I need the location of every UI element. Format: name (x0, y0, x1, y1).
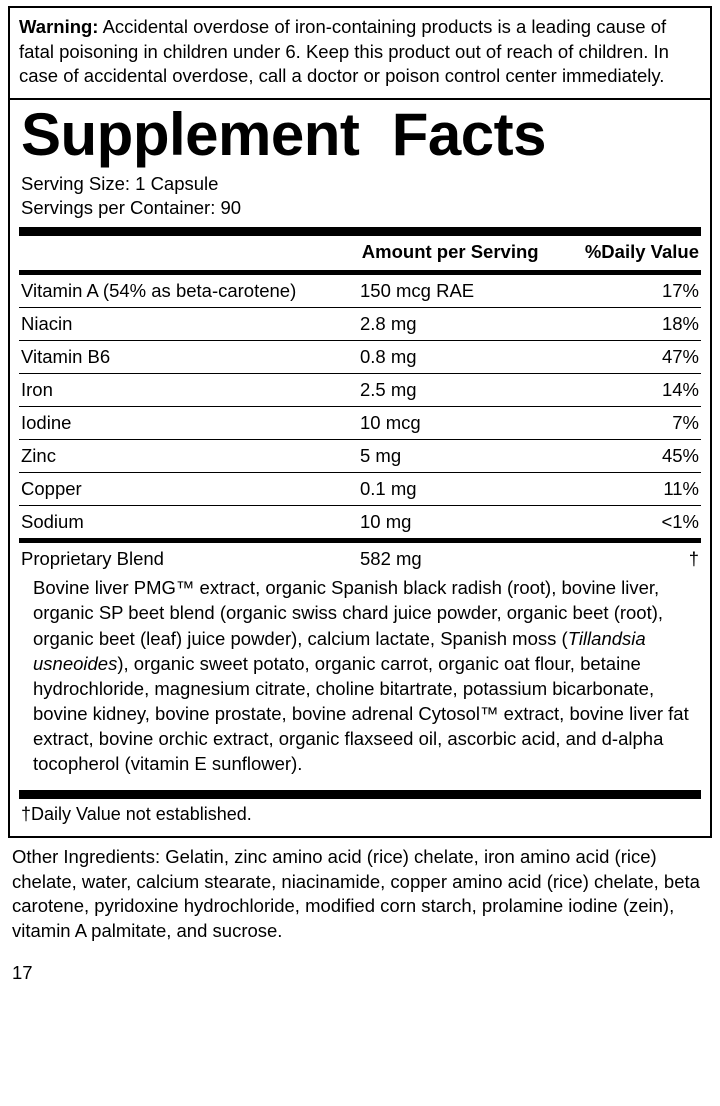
supplement-facts-title: Supplement Facts (21, 100, 546, 168)
table-row (19, 341, 701, 373)
table-row (19, 308, 701, 340)
warning-text: Accidental overdose of iron-containing products is a leading cause of fatal poisoning in children under 6. Keep this product out of reach of children. In case of accidental overdose, call a doctor or poison control center immediately. (19, 16, 669, 87)
nutrition-table (19, 236, 701, 270)
blend-desc-part1: Bovine liver PMG™ extract, organic Spanish black radish (root), bovine liver, organic SP beet blend (organic swiss chard juice powder, organic beet (root), organic beet (leaf) juice powder), calcium lactate, Spanish moss ( (33, 577, 664, 649)
blend-amount: 582 mg (360, 548, 422, 570)
nutrient-amount: 10 mg (360, 511, 412, 533)
blend-name: Proprietary Blend (21, 548, 164, 570)
table-row (19, 407, 701, 439)
nutrient-amount: 0.8 mg (360, 346, 417, 368)
nutrient-rows-table (19, 275, 701, 538)
nutrient-dv: 18% (661, 313, 699, 335)
nutrition-table-header (19, 236, 701, 270)
blend-ingredients-text (19, 575, 701, 782)
rule-thick-top (19, 227, 701, 236)
nutrient-dv: 7% (672, 412, 699, 434)
table-header-row (19, 236, 701, 270)
nutrient-amount: 2.5 mg (360, 379, 417, 401)
nutrient-name: Vitamin B6 (21, 346, 111, 368)
nutrient-dv: 11% (663, 478, 699, 500)
rule-thick-bottom (19, 790, 701, 799)
table-row (19, 440, 701, 472)
nutrient-name: Sodium (21, 511, 84, 533)
proprietary-blend-table (19, 543, 701, 575)
header-nutrient (19, 236, 360, 270)
nutrient-amount: 2.8 mg (360, 313, 417, 335)
nutrient-name: Copper (21, 478, 82, 500)
warning-label: Warning: (19, 16, 99, 37)
nutrient-name: Iodine (21, 412, 72, 434)
supplement-facts-panel (8, 100, 712, 838)
nutrient-name: Niacin (21, 313, 73, 335)
nutrient-name: Zinc (21, 445, 56, 467)
daily-value-footnote: †Daily Value not established. (21, 803, 252, 824)
other-ingredients-text: Other Ingredients: Gelatin, zinc amino acid (rice) chelate, iron amino acid (rice) chelate, water, calcium stearate, niacinamide, copper amino acid (rice) chelate, beta carotene, pyridoxine hydrochloride, modified corn starch, prolamine iodine (zein), vitamin A palmitate, and sucrose. (12, 845, 700, 942)
nutrient-dv: 14% (661, 379, 699, 401)
warning-box (8, 6, 712, 100)
nutrient-dv: 45% (661, 445, 699, 467)
blend-dv: † (688, 548, 699, 570)
nutrient-amount: 10 mcg (360, 412, 421, 434)
nutrient-dv: <1% (661, 511, 699, 533)
nutrient-amount: 0.1 mg (360, 478, 417, 500)
nutrient-amount: 5 mg (360, 445, 402, 467)
table-row (19, 473, 701, 505)
servings-per-container: Servings per Container: 90 (21, 197, 242, 219)
nutrient-name: Vitamin A (54% as beta-carotene) (21, 280, 297, 302)
table-row (19, 374, 701, 406)
blend-desc-part2: ), organic sweet potato, organic carrot, organic oat flour, betaine hydrochloride, magnesium citrate, choline bitartrate, potassium bicarbonate, bovine kidney, bovine prostate, bovine adrenal Cytosol™ extract, bovine liver fat extract, bovine orchic extract, organic flaxseed oil, ascorbic acid, and d-alpha tocopherol (vitamin E sunflower). (33, 652, 689, 775)
nutrient-dv: 47% (661, 346, 699, 368)
header-amount-per-serving: Amount per Serving (361, 241, 539, 263)
blend-desc-italic: Tillandsia usneoides (33, 627, 646, 674)
nutrient-dv: 17% (661, 280, 699, 302)
nutrient-rows-body (19, 275, 701, 538)
table-row (19, 275, 701, 307)
header-daily-value: %Daily Value (584, 241, 699, 263)
serving-size: Serving Size: 1 Capsule (21, 173, 219, 195)
nutrient-amount: 150 mcg RAE (360, 280, 475, 302)
table-row (19, 543, 701, 575)
table-row (19, 506, 701, 538)
proprietary-blend-body (19, 543, 701, 575)
page-number: 17 (12, 962, 33, 984)
nutrient-name: Iron (21, 379, 53, 401)
